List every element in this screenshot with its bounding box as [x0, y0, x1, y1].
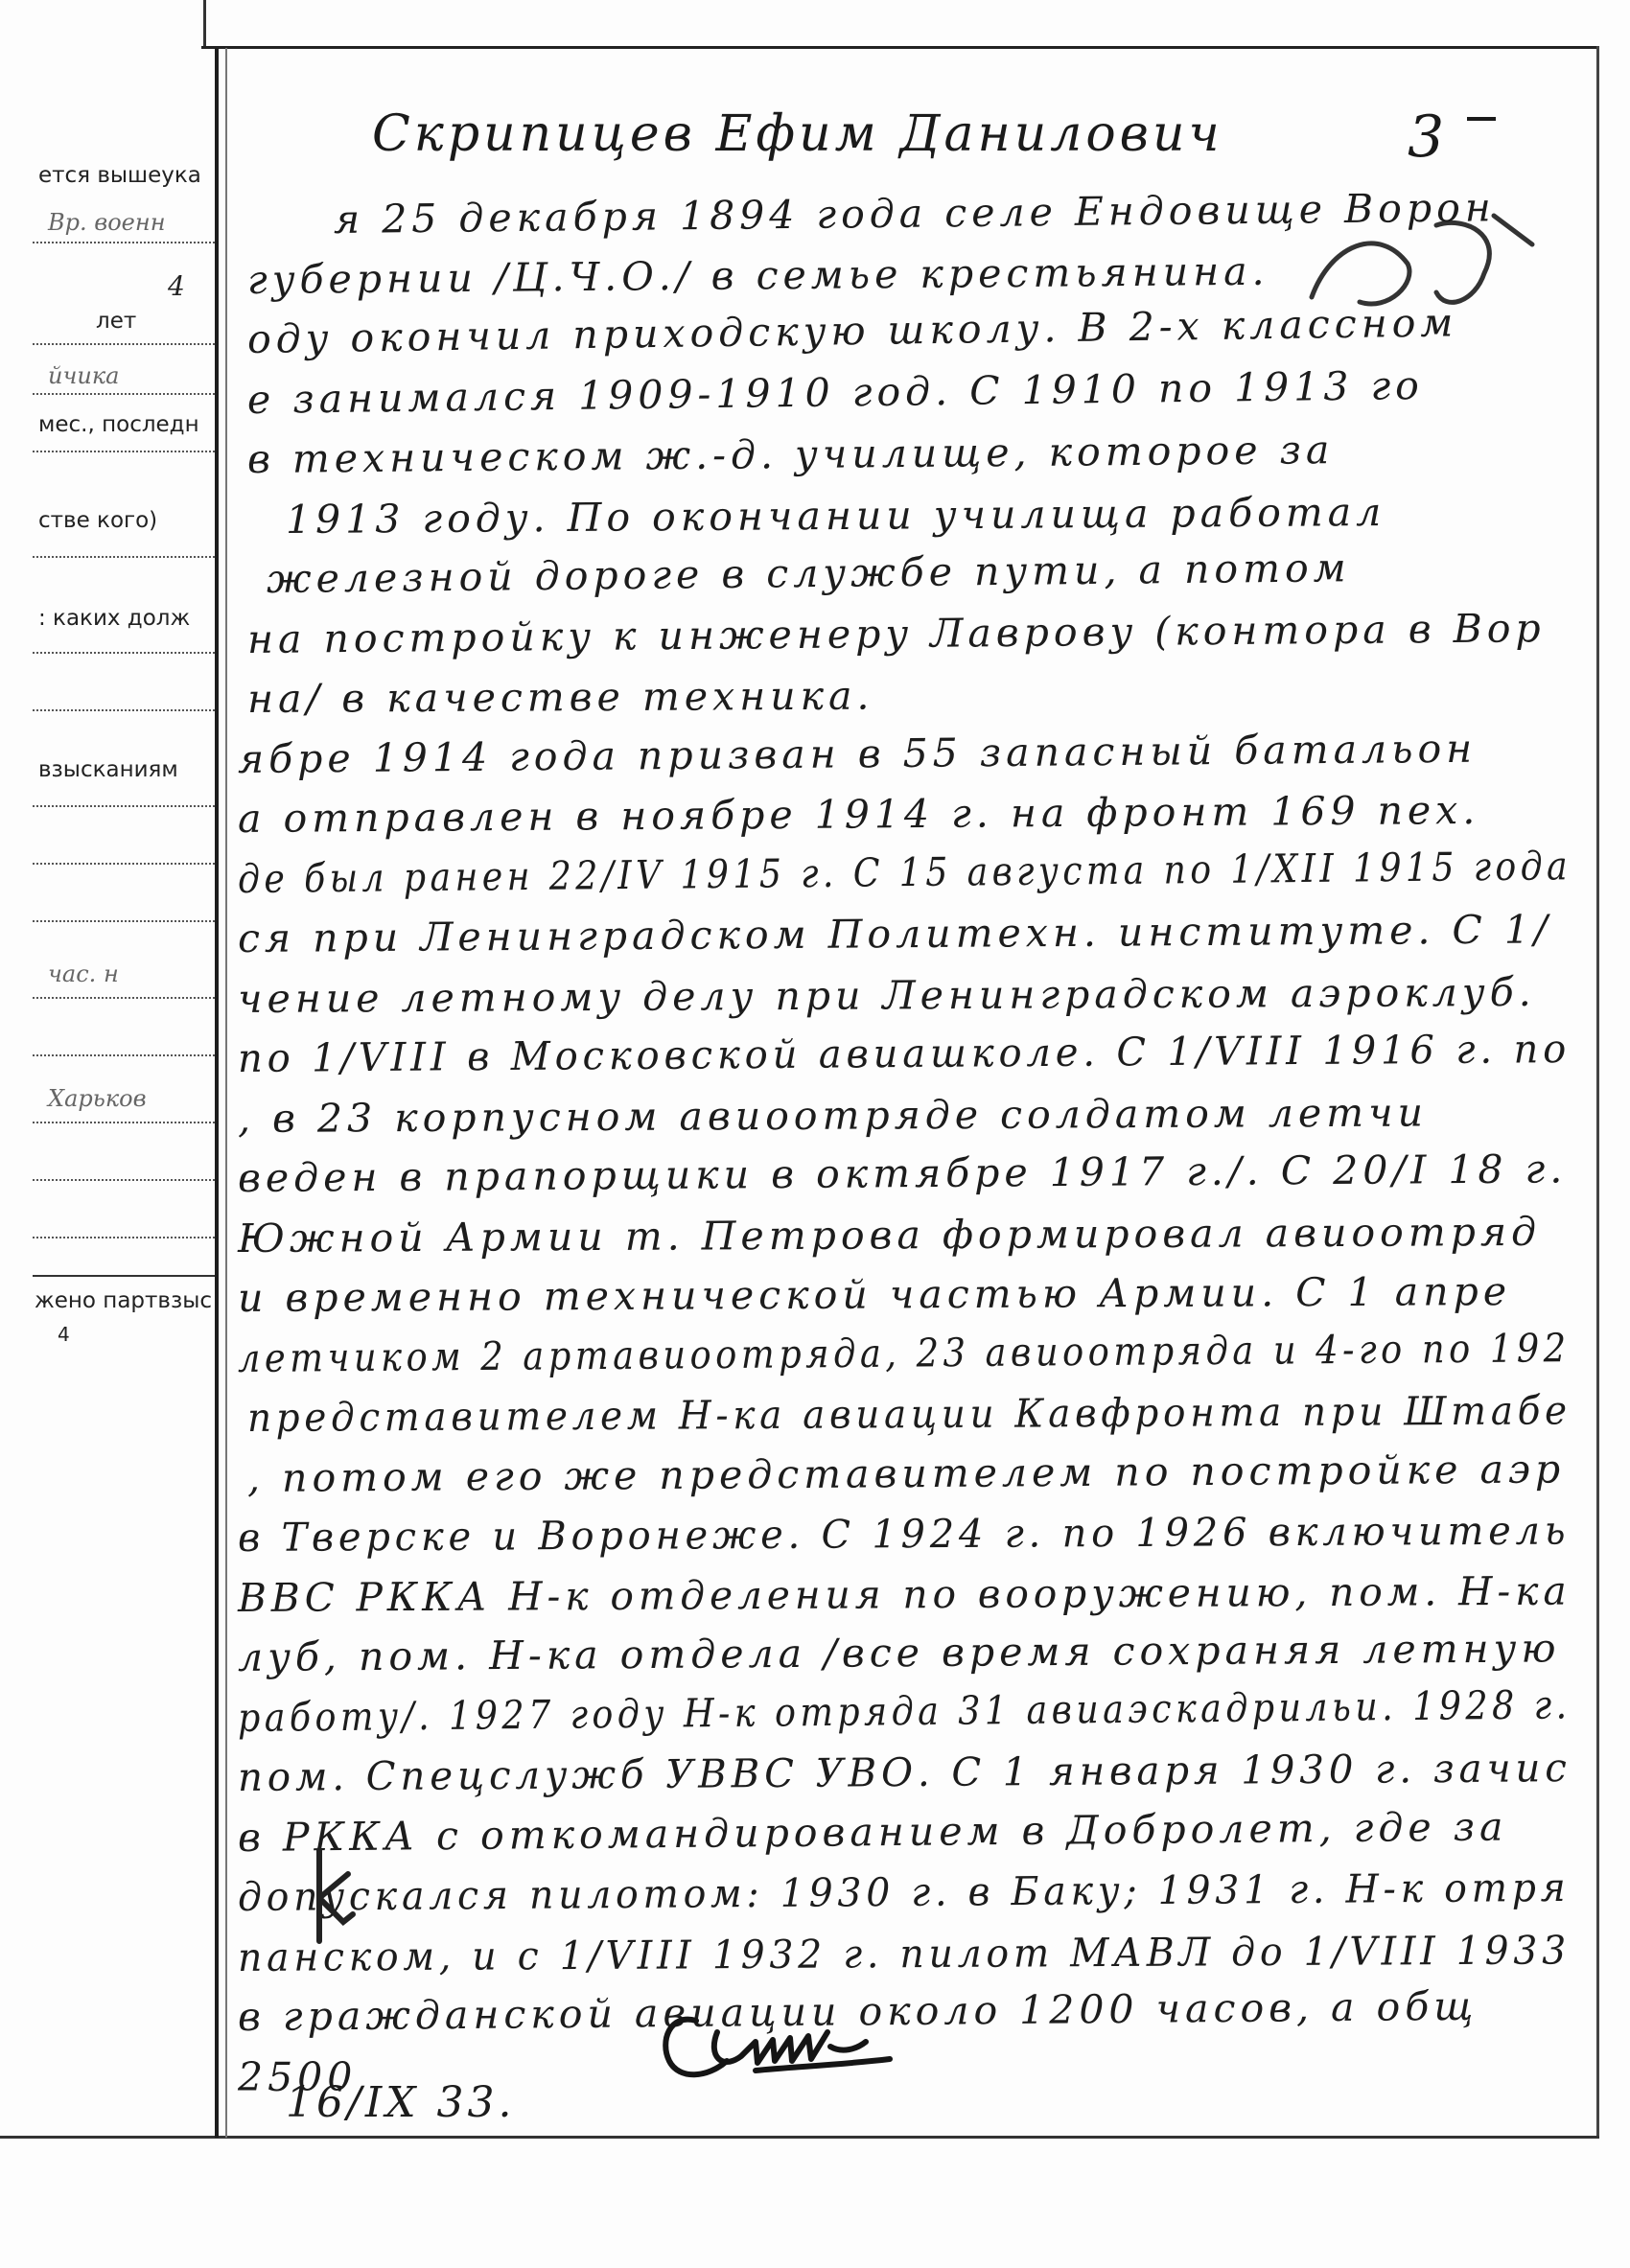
underlying-form — [0, 134, 228, 2138]
form-label: ется вышеука — [38, 163, 201, 188]
form-dotted-line — [33, 863, 215, 865]
form-label: 4 — [58, 1323, 70, 1346]
handwritten-line: в техническом ж.-д. училище, которое за — [246, 427, 1335, 482]
handwritten-line: ВВС РККА Н-к отделения по вооружению, пом. Н-ка — [237, 1567, 1572, 1621]
handwritten-line: оду окончил приходскую школу. В 2-х классном — [246, 299, 1458, 362]
form-label: жено партвзыс — [35, 1288, 213, 1313]
handwritten-line: и временно технической частью Армии. С 1 апре — [237, 1268, 1512, 1321]
handwritten-line: а отправлен в ноябре 1914 г. на фронт 169 пех. — [237, 786, 1480, 842]
handwritten-line: , потом его же представителем по постройке аэр — [246, 1445, 1566, 1501]
form-label: : каких долж — [38, 606, 191, 631]
margin-mark — [310, 1845, 358, 1951]
handwritten-line: 2500 — [238, 2053, 358, 2100]
handwritten-line: чение летному делу при Ленинградском аэроклуб. — [237, 968, 1536, 1022]
document-date: 16/IX 33. — [286, 2078, 516, 2127]
form-label: стве кого) — [38, 508, 158, 533]
page-header-name: Скрипицев Ефим Данилович — [372, 105, 1223, 163]
scan-border-mark — [203, 0, 206, 48]
handwritten-line: по 1/VIII в Московской авиашколе. С 1/VIII 1916 г. по — [237, 1026, 1572, 1081]
handwritten-line: в гражданской авиации около 1200 часов, а общ — [237, 1982, 1479, 2040]
handwritten-line: пом. Спецслужб УВВС УВО. С 1 января 1930 г. зачис — [237, 1745, 1572, 1800]
page-number-dash — [1467, 117, 1496, 121]
form-dotted-line — [33, 1179, 215, 1181]
form-dotted-line — [33, 451, 215, 452]
handwritten-line: ся при Ленинградском Политехн. институте. С 1/ — [237, 906, 1552, 961]
form-dotted-line — [33, 997, 215, 999]
handwritten-line: 1913 году. По окончании училища работал — [285, 488, 1386, 543]
form-label: лет — [96, 309, 137, 334]
handwritten-line: я 25 декабря 1894 года селе Ендовище Ворон — [333, 184, 1497, 243]
handwritten-line: летчиком 2 артавиоотряда, 23 авиоотряда и 4-го по 192 — [237, 1324, 1571, 1381]
form-dotted-line — [33, 1122, 215, 1123]
form-dotted-line — [33, 805, 215, 807]
handwritten-line: на постройку к инженеру Лаврову (контора в Вор — [246, 604, 1546, 662]
form-dotted-line — [33, 393, 215, 395]
handwritten-line: ябре 1914 года призван в 55 запасный батальон — [237, 725, 1478, 782]
handwritten-line: де был ранен 22/IV 1915 г. С 15 августа по 1/XII 1915 года — [237, 842, 1572, 902]
handwritten-line: работу/. 1927 году Н-к отряда 31 авиаэскадрильи. 1928 г. — [237, 1680, 1572, 1741]
handwritten-line: допускался пилотом: 1930 г. в Баку; 1931 г. Н-к отря — [237, 1863, 1571, 1920]
handwritten-page — [228, 58, 1590, 2128]
handwritten-line: Южной Армии т. Петрова формировал авиоотряд — [237, 1208, 1542, 1261]
handwritten-line: луб, пом. Н-ка отдела /все время сохраняя летную — [237, 1625, 1561, 1680]
page-edge — [215, 48, 219, 2138]
form-dotted-line — [33, 242, 215, 243]
form-handwriting: Вр. военн — [48, 209, 166, 236]
form-label: взысканиям — [38, 757, 178, 782]
form-dotted-line — [33, 709, 215, 711]
scan-border-bottom — [0, 2136, 1599, 2139]
form-dotted-line — [33, 343, 215, 345]
form-handwriting: час. н — [48, 960, 119, 987]
handwritten-line: в Тверске и Воронеже. С 1924 г. по 1926 включитель — [237, 1507, 1571, 1561]
form-label: мес., последн — [38, 412, 199, 437]
handwritten-line: на/ в качестве техника. — [246, 672, 874, 722]
handwritten-line: представителем Н-ка авиации Кавфронта при Штабе — [246, 1387, 1572, 1441]
scan-border-right — [1596, 46, 1599, 2136]
handwritten-line: железной дороге в службе пути, а потом — [266, 544, 1351, 602]
handwritten-line: , в 23 корпусном авиоотряде солдатом летчи — [237, 1089, 1429, 1142]
form-dotted-line — [33, 1237, 215, 1238]
signature — [650, 2003, 899, 2090]
form-handwriting: 4 — [168, 270, 185, 302]
handwritten-line: губернии /Ц.Ч.О./ в семье крестьянина. — [246, 247, 1269, 303]
handwritten-line: веден в прапорщики в октябре 1917 г./. С 20/I 18 г. — [237, 1146, 1568, 1201]
form-dotted-line — [33, 652, 215, 654]
handwritten-line: панском, и с 1/VIII 1932 г. пилот МАВЛ до 1/VIII 1933 — [237, 1926, 1572, 1980]
scan-border-top — [201, 46, 1596, 49]
page-number: 3 — [1408, 104, 1445, 171]
page-edge-shadow — [225, 48, 227, 2138]
form-rule — [33, 1275, 215, 1277]
form-handwriting: Харьков — [48, 1085, 147, 1112]
form-dotted-line — [33, 920, 215, 922]
handwritten-line: в РККА с откомандированием в Добролет, где за — [237, 1802, 1508, 1861]
form-dotted-line — [33, 556, 215, 558]
form-dotted-line — [33, 1054, 215, 1056]
handwritten-line: е занимался 1909-1910 год. С 1910 по 1913 го — [246, 361, 1425, 423]
form-handwriting: йчика — [48, 362, 120, 389]
